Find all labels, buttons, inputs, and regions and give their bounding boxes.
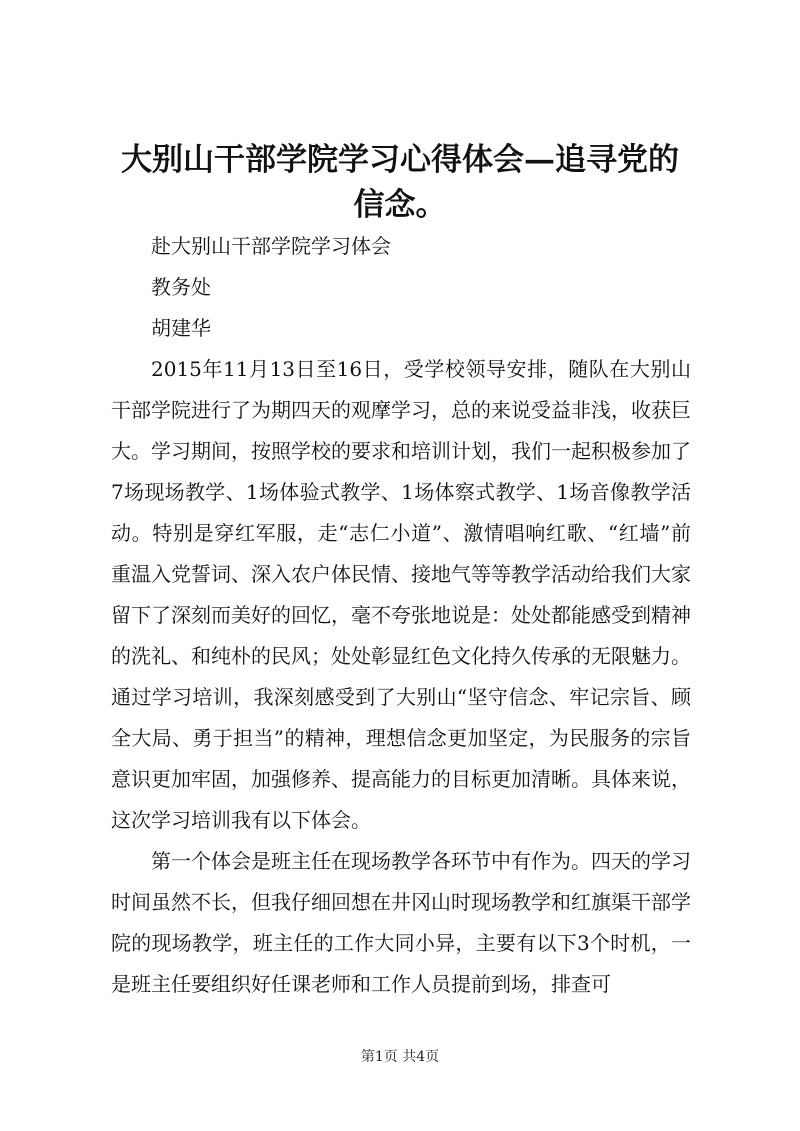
document-author: 胡建华 [151,316,211,340]
document-title: 大别山干部学院学习心得体会—追寻党的信念。 [121,142,679,223]
body-paragraph-2: 第一个体会是班主任在现场教学各环节中有作为。四天的学习时间虽然不长，但我仔细回想在井冈山时现场教学和红旗渠干部学院的现场教学，班主任的工作大同小异，主要有以下3个时机，一是班主任要组织好任课老师和工作人员提前到场，排查可 [111,849,691,996]
document-subtitle: 赴大别山干部学院学习体会 [151,234,391,258]
document-department: 教务处 [151,275,211,299]
document-body [111,226,691,1005]
body-paragraph-1: 2015年11月13日至16日，受学校领导安排，随队在大别山干部学院进行了为期四天的观摩学习，总的来说受益非浅，收获巨大。学习期间，按照学校的要求和培训计划，我们一起积极参加了7场现场教学、1场体验式教学、1场体察式教学、1场音像教学活动。特别是穿红军服，走“志仁小道”、激情唱响红歌、“红墙”前重温入党誓词、深入农户体民情、接地气等等教学活动给我们大家留下了深刻而美好的回忆，毫不夸张地说是：处处都能感受到精神的洗礼、和纯朴的民风；处处彰显红色文化持久传承的无限魅力。通过学习培训，我深刻感受到了大别山“坚守信念、牢记宗旨、顾全大局、勇于担当”的精神，理想信念更加坚定，为民服务的宗旨意识更加牢固，加强修养、提高能力的目标更加清晰。具体来说，这次学习培训我有以下体会。 [111,357,691,832]
page-number-footer: 第1页 共4页 [360,1049,440,1065]
